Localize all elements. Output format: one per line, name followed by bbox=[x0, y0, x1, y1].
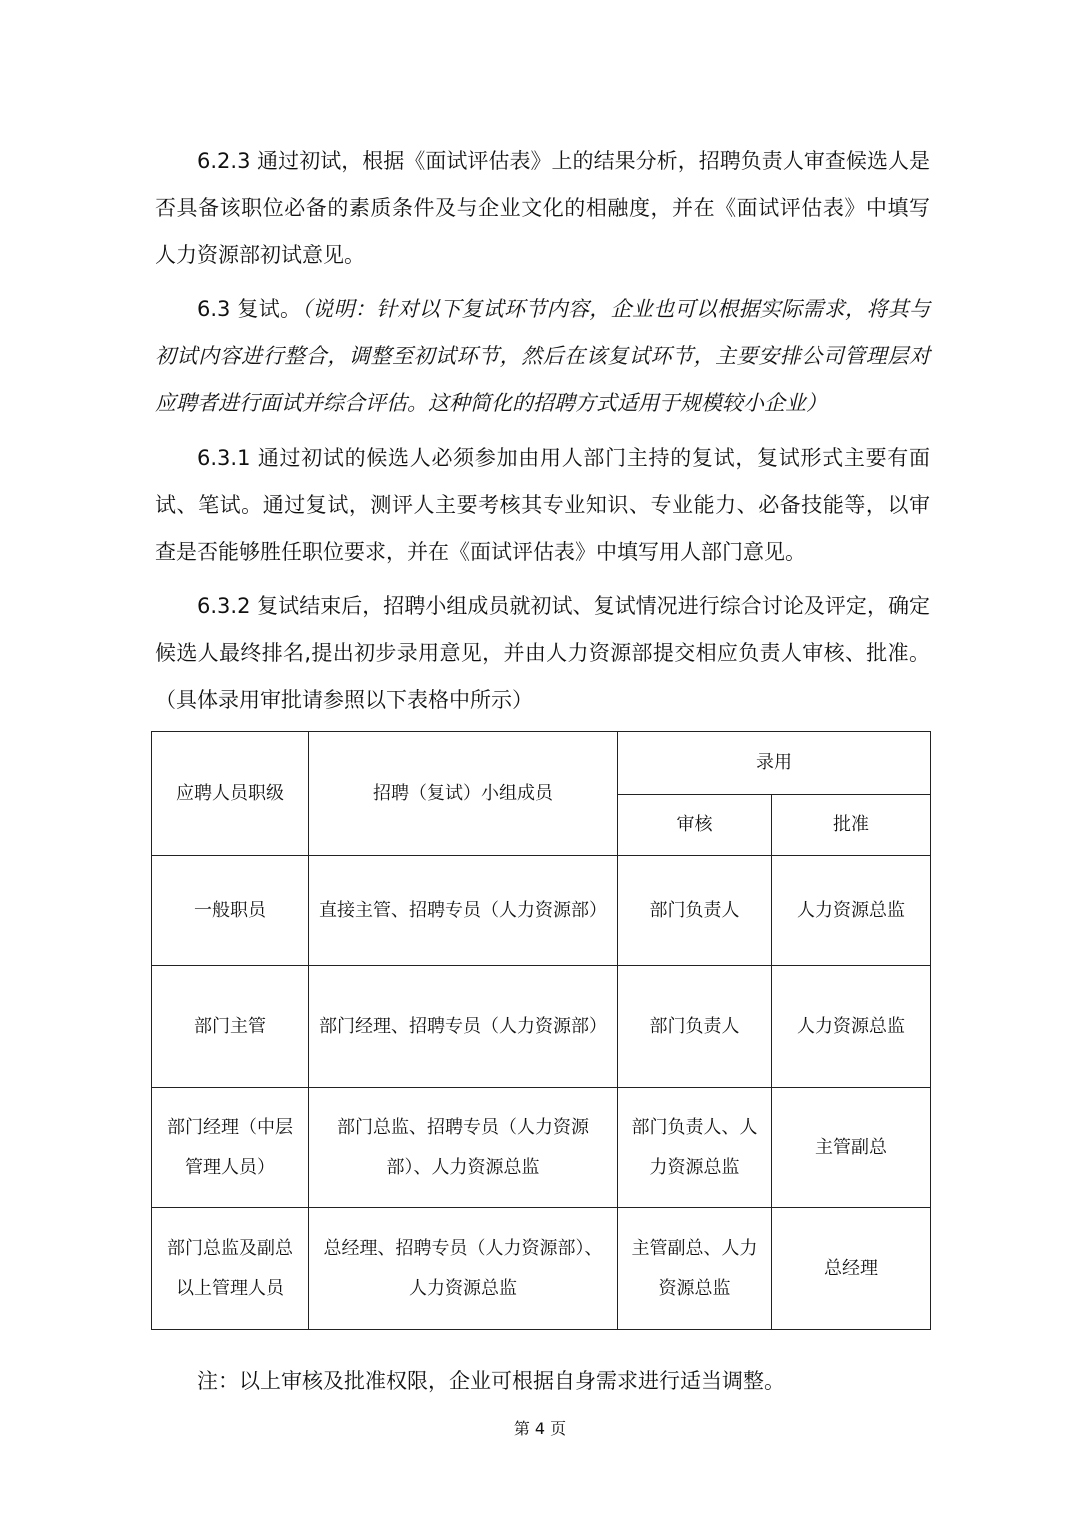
table-row bbox=[152, 966, 931, 1088]
page-number: 第 4 页 bbox=[513, 1419, 567, 1438]
cell-level: 部门总监及副总以上管理人员 bbox=[152, 1208, 309, 1330]
paragraph-6-3-1 bbox=[155, 435, 930, 576]
paragraph-6-2-3 bbox=[155, 138, 930, 279]
cell-review: 部门负责人 bbox=[618, 856, 772, 966]
cell-review: 部门负责人、人力资源总监 bbox=[618, 1088, 772, 1208]
header-group: 招聘（复试）小组成员 bbox=[309, 732, 618, 856]
paragraph-text: 6.3.2 复试结束后，招聘小组成员就初试、复试情况进行综合讨论及评定，确定候选人最终排名,提出初步录用意见，并由人力资源部提交相应负责人审核、批准。（具体录用审批请参照以下表格中所示） bbox=[155, 594, 930, 712]
paragraph-note: （说明：针对以下复试环节内容，企业也可以根据实际需求，将其与初试内容进行整合，调整至初试环节，然后在该复试环节，主要安排公司管理层对应聘者进行面试并综合评估。这种简化的招聘方式适用于规模较小企业） bbox=[155, 297, 930, 415]
approval-table bbox=[151, 731, 931, 1330]
paragraph-6-3-2 bbox=[155, 583, 930, 724]
header-level: 应聘人员职级 bbox=[152, 732, 309, 856]
paragraph-text: 6.3.1 通过初试的候选人必须参加由用人部门主持的复试，复试形式主要有面试、笔试。通过复试，测评人主要考核其专业知识、专业能力、必备技能等，以审查是否能够胜任职位要求，并在《面试评估表》中填写用人部门意见。 bbox=[155, 446, 930, 564]
cell-approve: 主管副总 bbox=[772, 1088, 931, 1208]
cell-group: 部门总监、招聘专员（人力资源部）、人力资源总监 bbox=[309, 1088, 618, 1208]
cell-review: 部门负责人 bbox=[618, 966, 772, 1088]
cell-group: 部门经理、招聘专员（人力资源部） bbox=[309, 966, 618, 1088]
paragraph-6-3 bbox=[155, 286, 930, 427]
paragraph-text: 6.2.3 通过初试，根据《面试评估表》上的结果分析，招聘负责人审查候选人是否具备该职位必备的素质条件及与企业文化的相融度，并在《面试评估表》中填写人力资源部初试意见。 bbox=[155, 149, 930, 267]
header-approve: 批准 bbox=[772, 795, 931, 856]
cell-approve: 总经理 bbox=[772, 1208, 931, 1330]
cell-level: 部门经理（中层管理人员） bbox=[152, 1088, 309, 1208]
cell-level: 部门主管 bbox=[152, 966, 309, 1088]
cell-group: 总经理、招聘专员（人力资源部）、人力资源总监 bbox=[309, 1208, 618, 1330]
table-row bbox=[152, 1208, 931, 1330]
paragraph-lead: 6.3 复试。 bbox=[197, 297, 302, 321]
cell-group: 直接主管、招聘专员（人力资源部） bbox=[309, 856, 618, 966]
cell-approve: 人力资源总监 bbox=[772, 966, 931, 1088]
header-hire: 录用 bbox=[618, 732, 931, 795]
table-note: 注：以上审核及批准权限，企业可根据自身需求进行适当调整。 bbox=[197, 1369, 785, 1393]
table-header-row bbox=[152, 732, 931, 795]
cell-level: 一般职员 bbox=[152, 856, 309, 966]
cell-approve: 人力资源总监 bbox=[772, 856, 931, 966]
cell-review: 主管副总、人力资源总监 bbox=[618, 1208, 772, 1330]
table-row bbox=[152, 856, 931, 966]
header-review: 审核 bbox=[618, 795, 772, 856]
table-row bbox=[152, 1088, 931, 1208]
